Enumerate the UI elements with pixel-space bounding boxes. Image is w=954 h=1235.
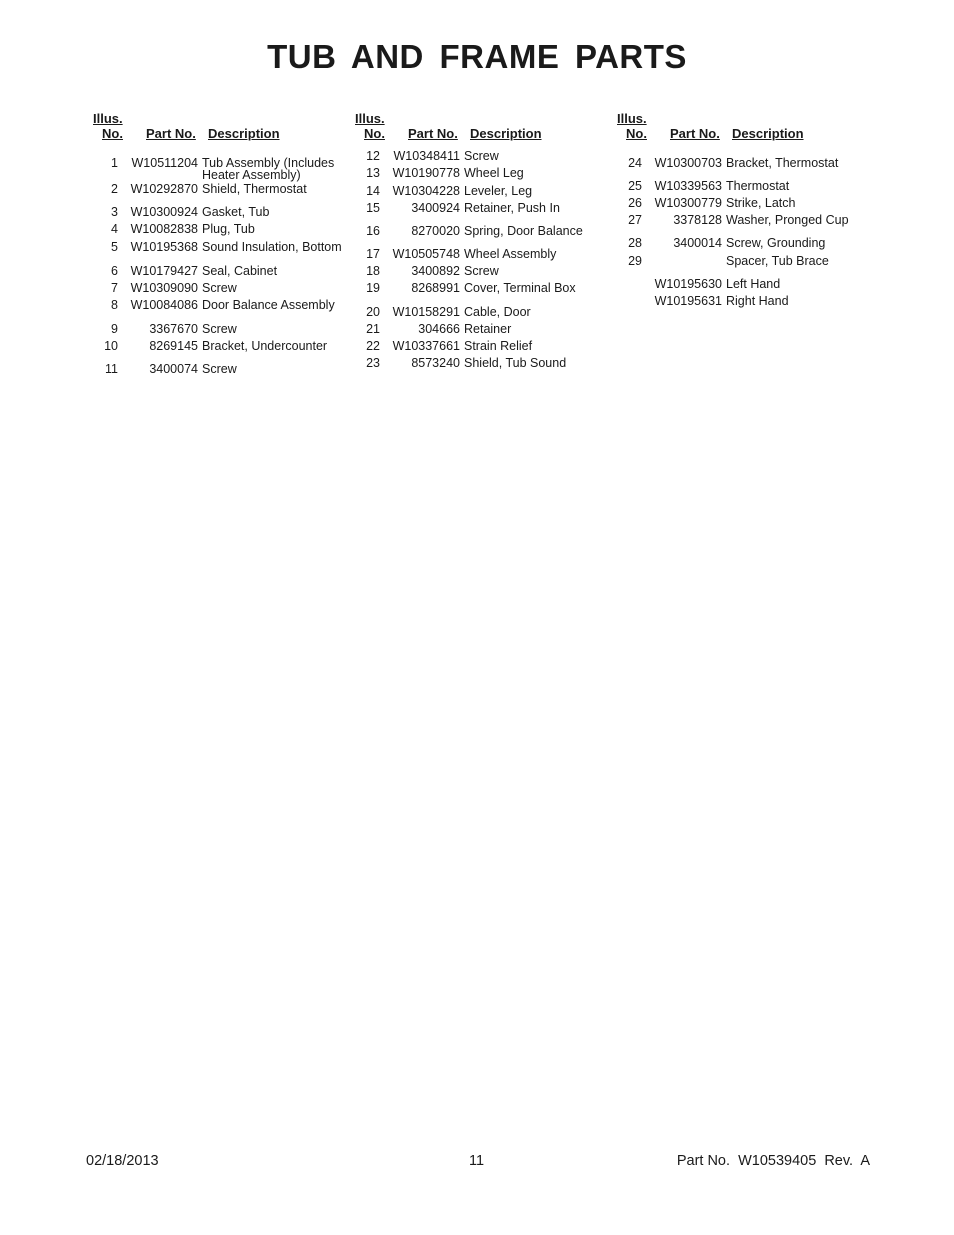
part-description: Cable, Door: [464, 305, 531, 319]
part-description: Left Hand: [726, 277, 781, 291]
part-description: Retainer: [464, 322, 512, 336]
illus-number: 25: [628, 179, 642, 193]
illus-number: 14: [366, 184, 380, 198]
illus-number: 22: [366, 339, 380, 353]
no-header: No.: [364, 126, 385, 141]
part-description: Spring, Door Balance: [464, 224, 583, 238]
part-number: W10309090: [130, 281, 198, 295]
no-header: No.: [626, 126, 647, 141]
part-description: Screw, Grounding: [726, 236, 826, 250]
part-number: W10505748: [392, 247, 460, 261]
part-no-header: Part No.: [670, 126, 720, 141]
illus-number: 7: [111, 281, 118, 295]
illus-number: 6: [111, 264, 118, 278]
footer-date: 02/18/2013: [86, 1153, 159, 1169]
part-description: Retainer, Push In: [464, 201, 560, 215]
part-number: W10348411: [393, 149, 460, 163]
part-number: W10292870: [130, 182, 198, 196]
description-header: Description: [470, 126, 542, 141]
part-number: 8268991: [411, 281, 460, 295]
part-description: Leveler, Leg: [464, 184, 533, 198]
illus-header: Illus.: [93, 111, 123, 126]
illus-number: 3: [111, 205, 118, 219]
part-number: W10300924: [130, 205, 198, 219]
part-description: Bracket, Undercounter: [202, 339, 328, 353]
part-number: W10084086: [130, 298, 198, 312]
part-number: W10158291: [392, 305, 460, 319]
part-number: 304666: [418, 322, 460, 336]
part-number: W10300703: [654, 156, 722, 170]
part-number: W10179427: [130, 264, 198, 278]
illus-number: 29: [628, 254, 642, 268]
description-header: Description: [732, 126, 804, 141]
part-number: W10339563: [654, 179, 722, 193]
part-description: Right Hand: [726, 294, 789, 308]
illus-number: 18: [366, 264, 380, 278]
illus-number: 27: [628, 213, 642, 227]
footer-page-number: 11: [469, 1153, 485, 1169]
illus-number: 24: [628, 156, 642, 170]
part-number: W10195630: [654, 277, 722, 291]
part-description: Gasket, Tub: [202, 205, 270, 219]
part-description: Screw: [464, 149, 499, 163]
illus-number: 26: [628, 196, 642, 210]
part-description: Shield, Tub Sound: [464, 356, 567, 370]
part-number: W10190778: [392, 166, 460, 180]
no-header: No.: [102, 126, 123, 141]
part-number: 3400014: [673, 236, 722, 250]
illus-number: 4: [111, 222, 118, 236]
part-number: 3400892: [411, 264, 460, 278]
illus-number: 2: [111, 182, 118, 196]
illus-header: Illus.: [355, 111, 385, 126]
part-description: Door Balance Assembly: [202, 298, 335, 312]
part-description: Seal, Cabinet: [202, 264, 278, 278]
part-description: Screw: [202, 322, 237, 336]
illus-number: 28: [628, 236, 642, 250]
part-description: Plug, Tub: [202, 222, 255, 236]
part-description: Cover, Terminal Box: [464, 281, 576, 295]
footer-part-number: Part No. W10539405 Rev. A: [676, 1153, 870, 1169]
description-header: Description: [208, 126, 280, 141]
part-number: W10195368: [130, 240, 198, 254]
illus-number: 23: [366, 356, 380, 370]
part-description: Washer, Pronged Cup: [726, 213, 849, 227]
illus-number: 19: [366, 281, 380, 295]
page-title: TUB AND FRAME PARTS: [267, 38, 687, 75]
illus-number: 17: [366, 247, 380, 261]
part-number: 3400074: [149, 362, 198, 376]
part-number: 8270020: [411, 224, 460, 238]
part-description: Shield, Thermostat: [202, 182, 307, 196]
part-number: W10511204: [131, 156, 198, 170]
part-description: Screw: [464, 264, 499, 278]
illus-number: 5: [111, 240, 118, 254]
part-description: Strain Relief: [464, 339, 533, 353]
part-description: Sound Insulation, Bottom: [202, 240, 342, 254]
part-number: 3400924: [411, 201, 460, 215]
part-number: W10300779: [654, 196, 722, 210]
part-description: Screw: [202, 281, 237, 295]
part-no-header: Part No.: [146, 126, 196, 141]
part-number: 8573240: [411, 356, 460, 370]
part-number: W10304228: [392, 184, 460, 198]
part-description: Thermostat: [726, 179, 790, 193]
part-number: W10337661: [392, 339, 460, 353]
illus-number: 21: [366, 322, 380, 336]
part-number: W10082838: [130, 222, 198, 236]
illus-number: 20: [366, 305, 380, 319]
part-description: Strike, Latch: [726, 196, 796, 210]
illus-number: 12: [366, 149, 380, 163]
illus-number: 16: [366, 224, 380, 238]
illus-number: 13: [366, 166, 380, 180]
illus-number: 11: [105, 362, 118, 376]
part-description: Screw: [202, 362, 237, 376]
illus-header: Illus.: [617, 111, 647, 126]
illus-number: 15: [366, 201, 380, 215]
part-number: W10195631: [654, 294, 722, 308]
part-description: Spacer, Tub Brace: [726, 254, 829, 268]
part-description: Wheel Assembly: [464, 247, 557, 261]
illus-number: 1: [111, 156, 118, 170]
part-number: 3367670: [149, 322, 198, 336]
part-number: 8269145: [149, 339, 198, 353]
illus-number: 10: [104, 339, 118, 353]
illus-number: 8: [111, 298, 118, 312]
part-no-header: Part No.: [408, 126, 458, 141]
part-description: Bracket, Thermostat: [726, 156, 839, 170]
part-description: Wheel Leg: [464, 166, 524, 180]
part-number: 3378128: [673, 213, 722, 227]
illus-number: 9: [111, 322, 118, 336]
part-description: Tub Assembly (Includes Heater Assembly): [202, 156, 335, 182]
